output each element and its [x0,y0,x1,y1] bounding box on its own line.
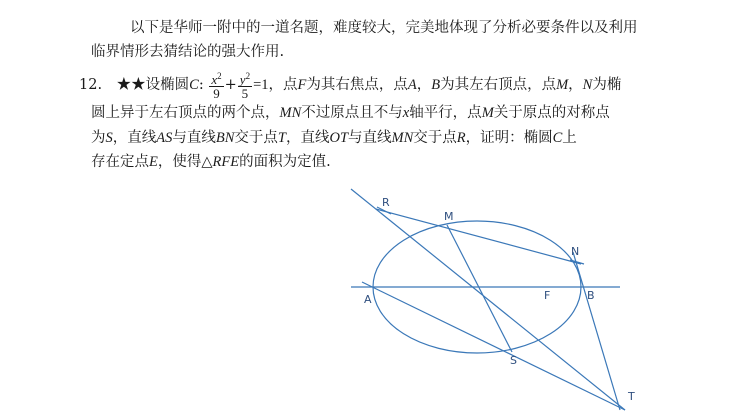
problem-text: 与直线 [172,130,216,146]
math-op: =1 [253,77,269,93]
label-F: F [544,289,551,302]
triangle-symbol: △ [201,154,213,170]
problem-text: 圆上异于左右顶点的两个点， [91,105,280,121]
math-var: C [552,130,563,146]
problem-text: ， [416,77,432,93]
problem-text: ，点 [268,77,298,93]
math-var: A [407,77,417,93]
label-M: M [444,210,454,223]
problem-text: 的面积为定值. [239,154,331,170]
problem-text: ，使得 [157,154,202,170]
math-var: RFE [212,154,240,170]
label-A: A [364,293,372,306]
problem-text: ，直线 [112,130,157,146]
intro-text-2: 临界情形去猜结论的强大作用. [91,44,285,60]
label-S: S [510,354,517,367]
problem-text: 交于点 [413,130,457,146]
intro-text-1: 以下是华师一附中的一道名题，难度较大，完美地体现了分析必要条件以及利用 [130,20,638,36]
problem-text: 为其左右顶点，点 [440,77,557,93]
problem-text: 存在定点 [91,154,149,170]
math-var: C [189,77,199,93]
math-var: M [556,77,569,93]
math-num: 9 [213,86,220,101]
math-num: 5 [241,86,249,101]
problem-text: 为 [91,130,106,146]
problem-text: ， [568,77,583,93]
math-var: AS [156,130,173,146]
problem-text: 为其右焦点，点 [306,77,408,93]
figure-labels [364,196,635,403]
problem-text: 设椭圆 [145,77,190,93]
line-AS [362,282,625,410]
problem-text: 交于点 [234,130,278,146]
math-var: MN [391,130,414,146]
problem-text: ，证明：椭圆 [465,130,553,146]
math-var: N [582,77,593,93]
math-var: R [456,130,466,146]
label-N: N [571,245,580,258]
problem-text: 为椭 [592,77,622,93]
math-var: OT [329,130,349,146]
label-R: R [382,196,390,209]
math-op: : [198,77,204,93]
math-var: S [105,130,113,146]
math-var: x [211,72,218,87]
problem-text: 不过原点且不与 [301,105,403,121]
fraction-x2-over-9: $\frac{x^2}{9}$ [211,71,222,101]
difficulty-stars: ★★ [116,77,146,93]
label-T: T [628,390,635,403]
problem-text: 与直线 [348,130,392,146]
line-OT [351,189,625,410]
math-op: + [224,77,237,93]
problem-text: 轴平行，点 [409,105,482,121]
math-var: E [149,154,158,170]
label-B: B [587,289,595,302]
problem-text: 上 [562,130,577,146]
math-var: x [402,105,410,121]
fraction-y2-over-5: $\frac{y^2}{5}$ [239,71,251,101]
math-var: MN [279,105,302,121]
problem-text: ，直线 [285,130,330,146]
math-var: B [431,77,441,93]
problem-text: 关于原点的对称点 [493,105,610,121]
math-var: M [481,105,494,121]
figure-strokes [351,189,625,410]
line-MS [447,225,512,352]
math-var: T [277,130,286,146]
math-var: BN [215,130,235,146]
line-MN [376,209,581,264]
math-var: F [297,77,307,93]
math-var: y [239,72,246,87]
problem-number: 12. [79,77,103,93]
